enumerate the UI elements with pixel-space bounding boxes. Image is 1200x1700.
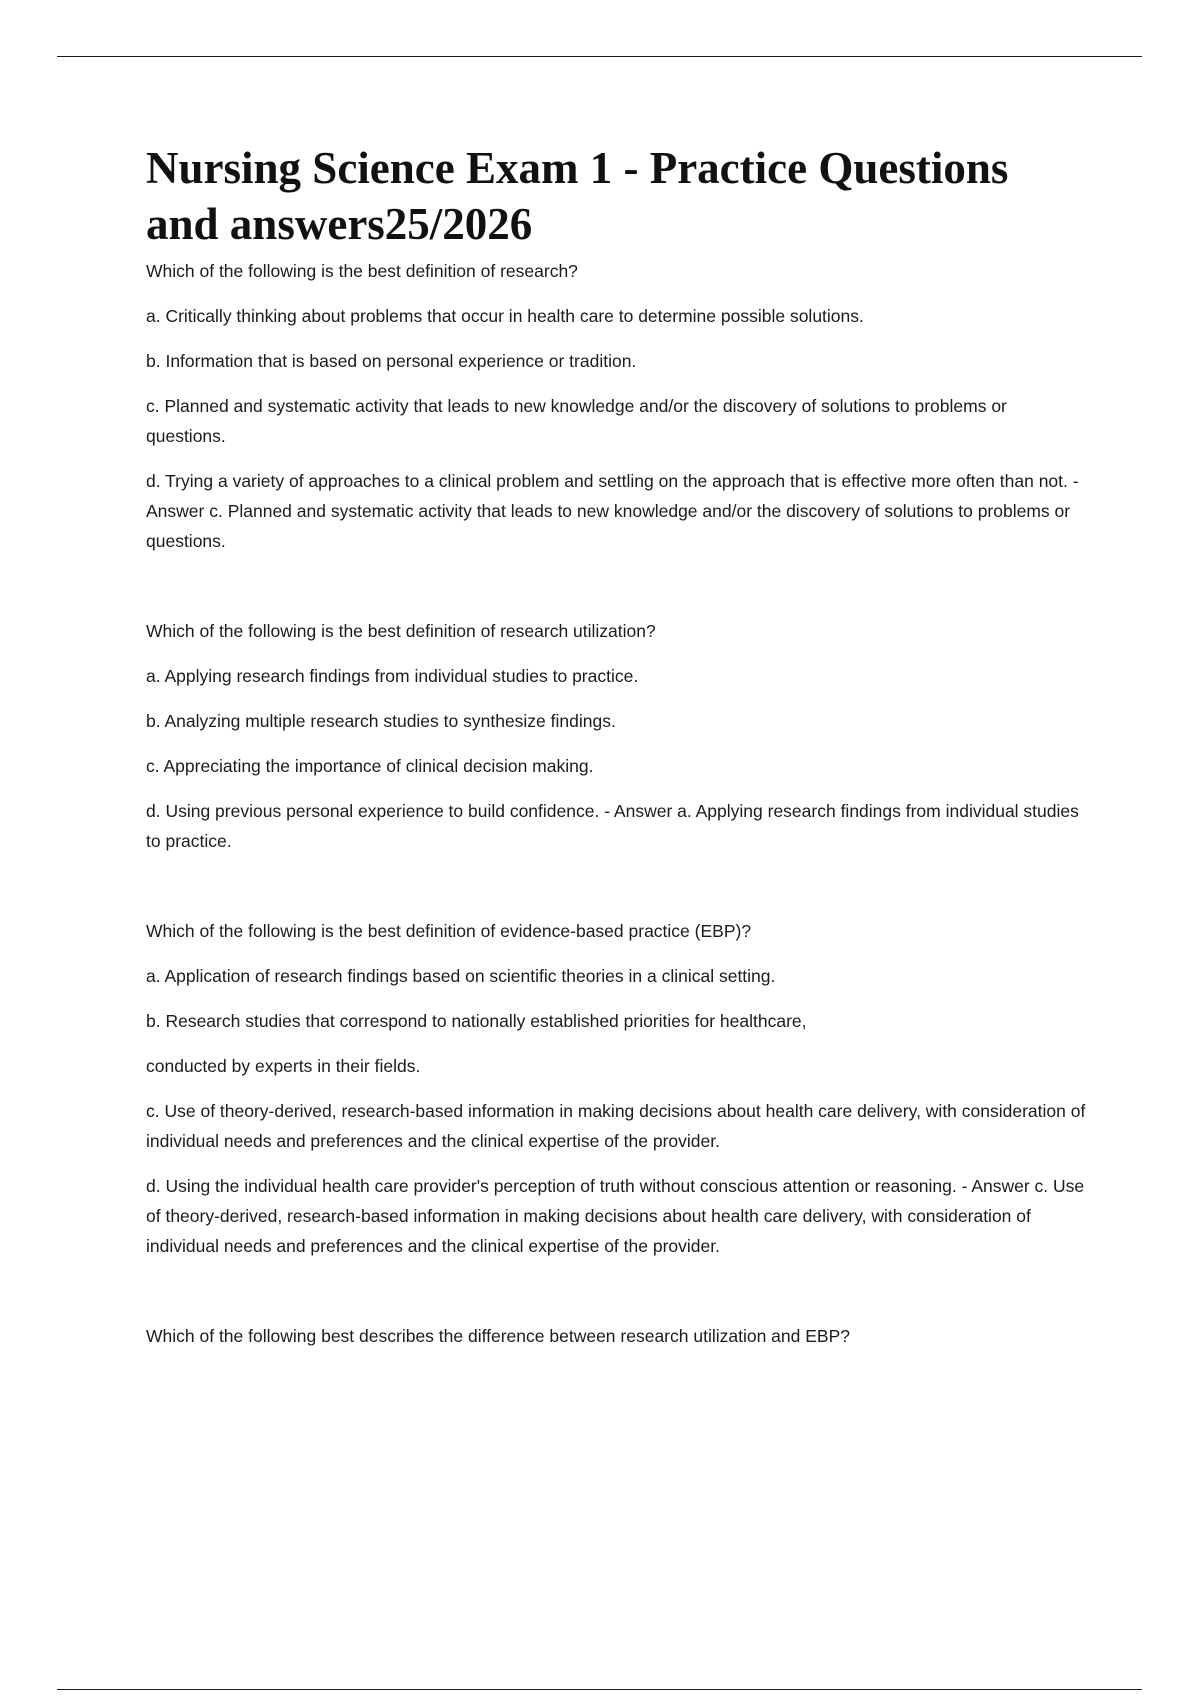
question-prompt: Which of the following is the best definition of evidence-based practice (EBP)? <box>146 921 752 941</box>
page-content <box>146 140 1091 1366</box>
bottom-divider <box>57 1689 1142 1690</box>
answer-option-d-with-answer: d. Using the individual health care provider's perception of truth without conscious attention or reasoning. - Answer c. Use of theory-derived, research-based information in making decisions about health care delivery, with consideration of individual needs and preferences and the clinical expertise of the provider. <box>146 1176 1085 1256</box>
answer-option-c: c. Appreciating the importance of clinical decision making. <box>146 756 594 776</box>
question-block-2 <box>146 616 1091 856</box>
answer-option-a: a. Application of research findings based on scientific theories in a clinical setting. <box>146 966 776 986</box>
top-divider <box>57 56 1142 57</box>
answer-option-d-with-answer: d. Using previous personal experience to build confidence. - Answer a. Applying research findings from individual studies to practice. <box>146 801 1079 851</box>
question-block-3 <box>146 916 1091 1261</box>
question-block-4 <box>146 1321 1091 1351</box>
question-block-1 <box>146 256 1091 556</box>
answer-option-d-with-answer: d. Trying a variety of approaches to a clinical problem and settling on the approach that is effective more often than not. - Answer c. Planned and systematic activity that leads to new knowledge and/or the discovery of solutions to problems or questions. <box>146 471 1079 551</box>
question-prompt: Which of the following is the best definition of research? <box>146 261 578 281</box>
answer-option-a: a. Critically thinking about problems that occur in health care to determine possible solutions. <box>146 306 864 326</box>
answer-option-b-continued: conducted by experts in their fields. <box>146 1056 421 1076</box>
answer-option-c: c. Use of theory-derived, research-based information in making decisions about health care delivery, with consideration of individual needs and preferences and the clinical expertise of the provider. <box>146 1101 1086 1151</box>
answer-option-b: b. Analyzing multiple research studies to synthesize findings. <box>146 711 616 731</box>
answer-option-c: c. Planned and systematic activity that leads to new knowledge and/or the discovery of solutions to problems or questions. <box>146 396 1007 446</box>
question-prompt: Which of the following best describes the difference between research utilization and EBP? <box>146 1326 850 1346</box>
answer-option-b: b. Research studies that correspond to nationally established priorities for healthcare, <box>146 1011 807 1031</box>
question-prompt: Which of the following is the best definition of research utilization? <box>146 621 656 641</box>
document-title: Nursing Science Exam 1 - Practice Questions and answers25/2026 <box>146 143 1009 249</box>
answer-option-b: b. Information that is based on personal experience or tradition. <box>146 351 637 371</box>
answer-option-a: a. Applying research findings from individual studies to practice. <box>146 666 639 686</box>
